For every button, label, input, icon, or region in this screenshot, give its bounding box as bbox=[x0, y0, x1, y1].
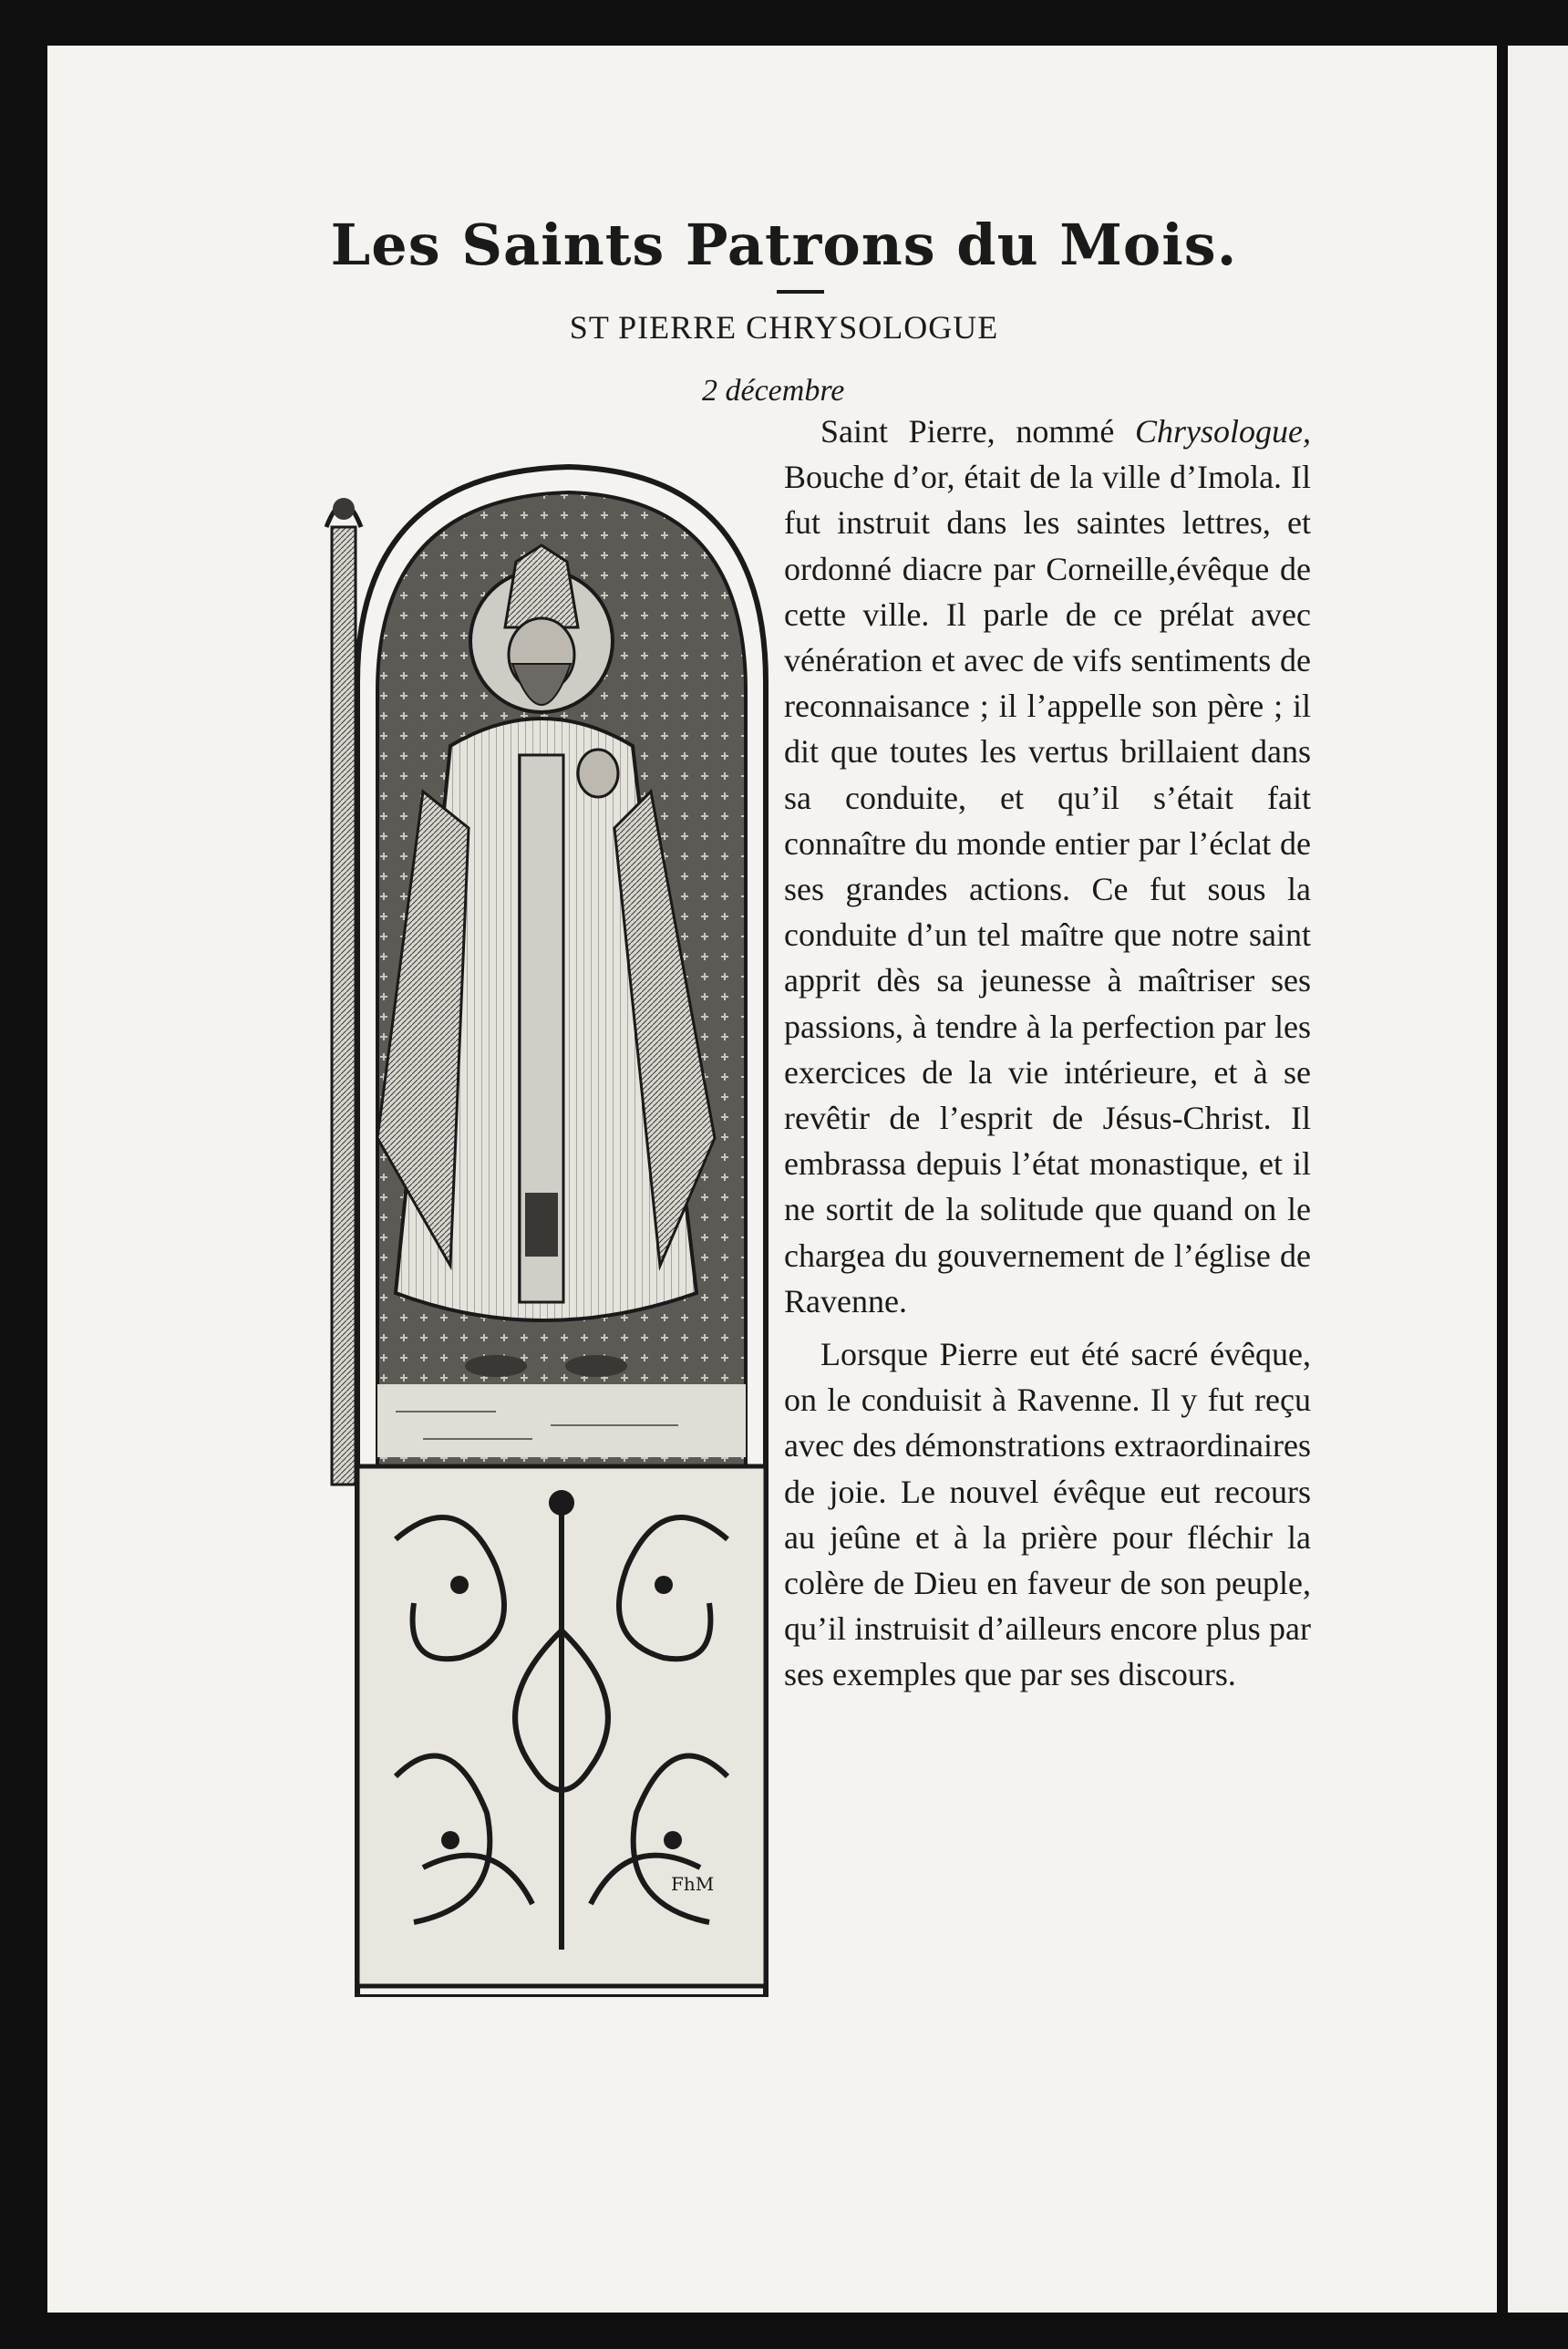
feast-date: 2 décembre bbox=[702, 374, 845, 408]
paragraph-1-start: Saint Pierre, nommé bbox=[820, 413, 1135, 450]
paragraph-1 bbox=[784, 409, 1311, 1324]
saint-bishop-engraving-icon bbox=[314, 445, 780, 1997]
adjacent-page-edge bbox=[1508, 46, 1568, 2313]
page-heading: Les Saints Patrons du Mois. bbox=[330, 212, 1238, 278]
paragraph-2: Lorsque Pierre eut été sacré évêque, on le conduisit à Ravenne. Il y fut reçu avec des démonstrations extraordinaires de joie. Le nouvel évêque eut recours au jeûne et à la prière pour fléchir la colère de Dieu en faveur de son peuple, qu’il instruisit d’ailleurs encore plus par ses exemples que par ses discours. bbox=[784, 1336, 1311, 1693]
engraver-signature: FhM bbox=[671, 1873, 715, 1895]
paragraph-1-italic: Chrysologue, bbox=[1135, 413, 1311, 450]
saint-name: ST PIERRE CHRYSOLOGUE bbox=[569, 309, 999, 346]
article-body bbox=[784, 409, 1311, 1698]
paragraph-1-rest: Bouche d’or, était de la ville d’Imola. Il fut instruit dans les saintes lettres, et ordonné diacre par Corneille,évêque de cette ville. Il parle de ce prélat avec vénération et avec de vifs sentiments de reconnaisance ; il l’appelle son père ; il dit que toutes les vertus brillaient dans sa conduite, et qu’il s’était fait connaître du monde entier par l’éclat de ses grandes actions. Ce fut sous la conduite d’un tel maître que notre saint apprit dès sa jeunesse à maîtriser ses passions, à tendre à la perfection par les exercices de la vie intérieure, et à se revêtir de l’esprit de Jésus-Christ. Il embrassa depuis l’état monastique, et il ne sortit de la solitude que quand on le chargea du gouvernement de l’église de Ravenne. bbox=[784, 459, 1311, 1319]
heading-rule bbox=[777, 290, 824, 294]
